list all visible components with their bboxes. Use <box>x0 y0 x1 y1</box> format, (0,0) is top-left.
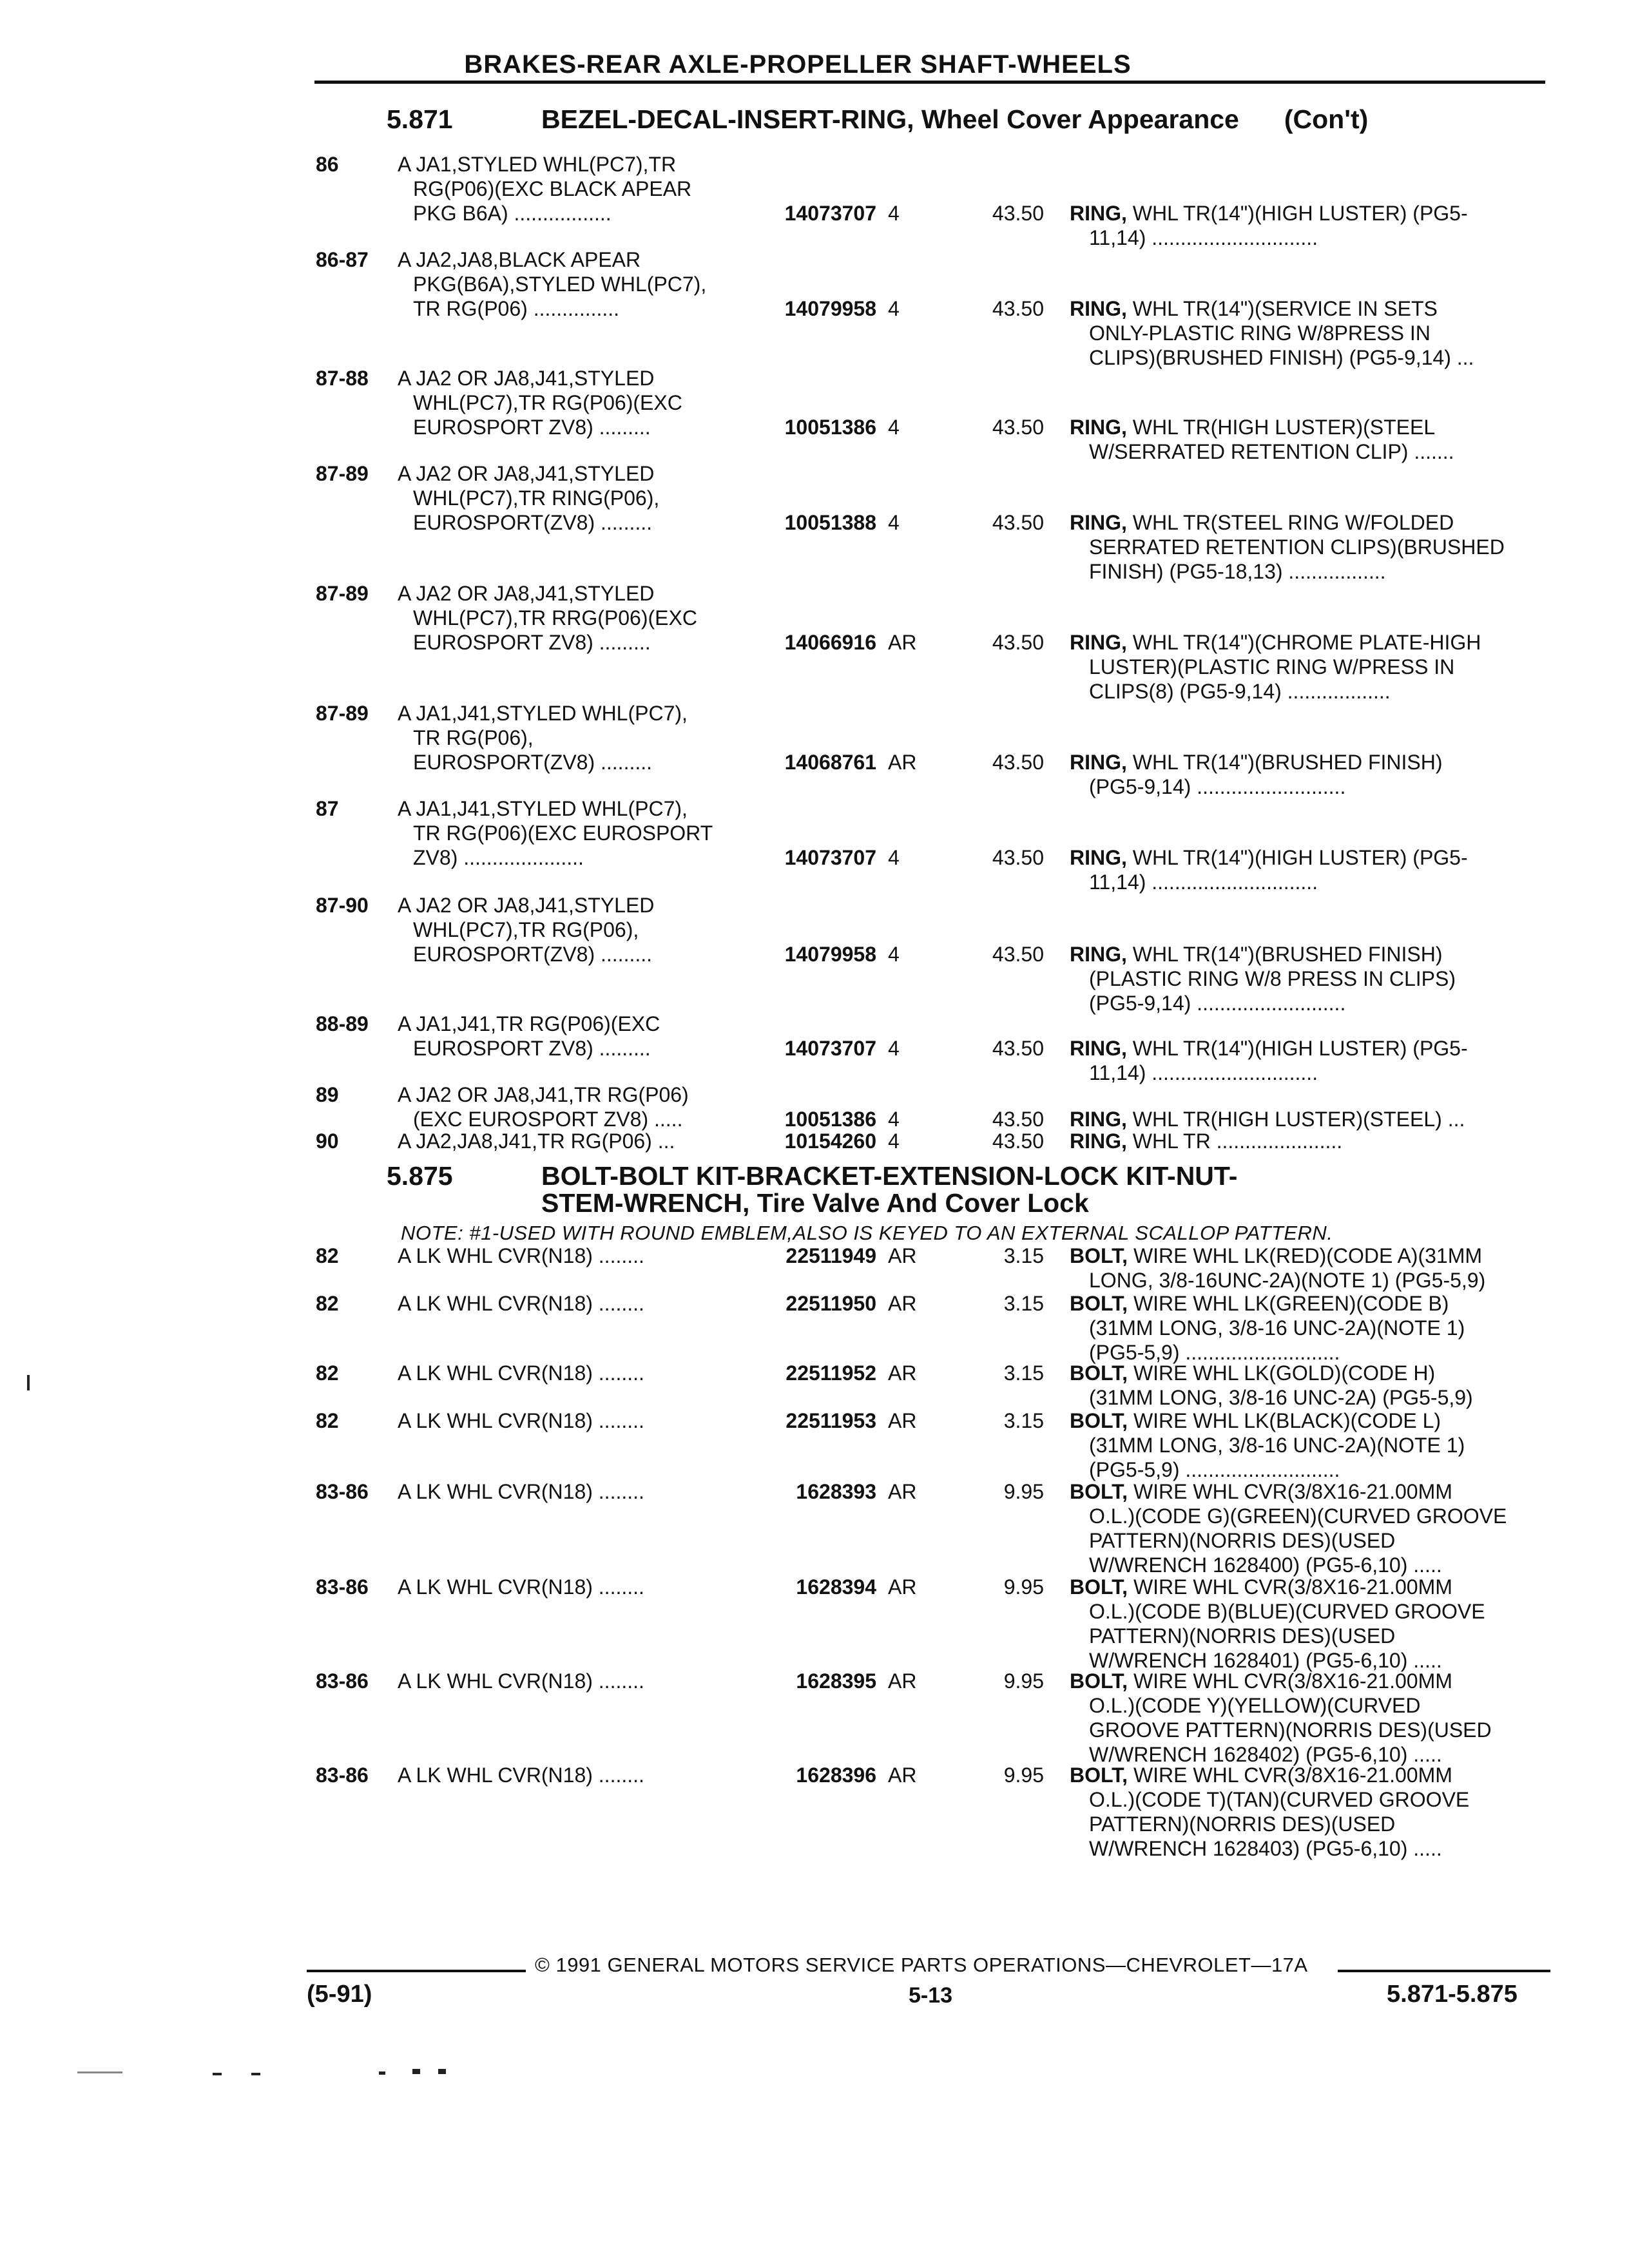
section-5875-heading <box>387 1162 1237 1216</box>
section-number: 5.871 <box>387 104 453 134</box>
application-line: WHL(PC7),TR RG(P06), <box>413 918 639 941</box>
part-number: 10154260 <box>784 1129 876 1153</box>
price: 43.50 <box>992 202 1044 225</box>
part-description <box>1070 1479 1540 1577</box>
description-keyword: RING, <box>1070 1037 1127 1060</box>
application-line: A JA2 OR JA8,J41,STYLED <box>398 894 655 917</box>
application-line: A JA1,J41,STYLED WHL(PC7), <box>398 797 688 820</box>
part-description <box>1070 510 1540 584</box>
part-description <box>1070 415 1540 464</box>
description-line: (PG5-5,9) ........................... <box>1089 1458 1340 1481</box>
description-keyword: RING, <box>1070 631 1127 654</box>
part-description <box>1070 1575 1540 1673</box>
application-line: A JA2,JA8,J41,TR RG(P06) ... <box>398 1129 675 1153</box>
entry-year: 87 <box>316 797 339 820</box>
description-keyword: BOLT, <box>1070 1669 1128 1693</box>
quantity: 4 <box>888 1037 900 1060</box>
scan-mark <box>213 2073 222 2075</box>
description-line <box>1070 1129 1540 1153</box>
part-description <box>1070 296 1540 370</box>
section-5871-heading <box>387 106 1368 133</box>
quantity: AR <box>888 1361 917 1385</box>
quantity: AR <box>888 1669 917 1693</box>
description-line <box>1070 415 1540 439</box>
entry-year: 90 <box>316 1129 339 1153</box>
application-line: A JA2 OR JA8,J41,TR RG(P06) <box>398 1083 689 1106</box>
quantity: 4 <box>888 846 900 869</box>
description-text: WHL TR(14")(BRUSHED FINISH) <box>1132 751 1443 774</box>
price: 43.50 <box>992 846 1044 869</box>
application-line: EUROSPORT ZV8) ......... <box>413 631 651 654</box>
description-line <box>1070 942 1540 966</box>
description-keyword: BOLT, <box>1070 1575 1128 1599</box>
description-line <box>1070 750 1540 774</box>
application-line: A LK WHL CVR(N18) ........ <box>398 1575 644 1599</box>
description-text: WIRE WHL LK(RED)(CODE A)(31MM <box>1133 1244 1483 1267</box>
description-line <box>1070 510 1540 535</box>
description-text: WIRE WHL CVR(3/8X16-21.00MM <box>1133 1669 1452 1693</box>
description-text: WIRE WHL LK(GOLD)(CODE H) <box>1133 1361 1436 1385</box>
description-text: WIRE WHL CVR(3/8X16-21.00MM <box>1133 1763 1452 1787</box>
description-line <box>1070 845 1540 870</box>
application-line: A JA1,J41,STYLED WHL(PC7), <box>398 702 688 725</box>
description-line: CLIPS(8) (PG5-9,14) .................. <box>1089 680 1391 703</box>
quantity: AR <box>888 1244 917 1267</box>
part-description <box>1070 750 1540 799</box>
description-text: WHL TR(14")(HIGH LUSTER) (PG5- <box>1132 1037 1468 1060</box>
entry-year: 87-89 <box>316 462 369 485</box>
description-line <box>1070 1575 1540 1599</box>
application-line: RG(P06)(EXC BLACK APEAR <box>413 177 692 200</box>
description-line <box>1070 296 1540 321</box>
entry-year: 88-89 <box>316 1012 369 1035</box>
part-description <box>1070 1291 1540 1365</box>
part-description <box>1070 1408 1540 1482</box>
description-line: 11,14) ............................. <box>1089 226 1318 249</box>
part-number: 1628394 <box>796 1575 876 1599</box>
application-line: TR RG(P06)(EXC EUROSPORT <box>413 822 713 845</box>
quantity: 4 <box>888 511 900 534</box>
page-header <box>314 50 1545 84</box>
description-keyword: RING, <box>1070 751 1127 774</box>
description-text: WIRE WHL LK(GREEN)(CODE B) <box>1133 1292 1449 1315</box>
application-line: EUROSPORT(ZV8) ......... <box>413 943 653 966</box>
price: 9.95 <box>1003 1669 1044 1693</box>
description-text: WIRE WHL CVR(3/8X16-21.00MM <box>1133 1575 1452 1599</box>
quantity: AR <box>888 1480 917 1503</box>
price: 43.50 <box>992 1037 1044 1060</box>
part-description <box>1070 201 1540 250</box>
part-number: 1628396 <box>796 1763 876 1787</box>
description-text: WIRE WHL CVR(3/8X16-21.00MM <box>1133 1480 1452 1503</box>
page-title: BRAKES-REAR AXLE-PROPELLER SHAFT-WHEELS <box>464 50 1132 79</box>
entry-year: 87-89 <box>316 582 369 605</box>
description-line: SERRATED RETENTION CLIPS)(BRUSHED <box>1089 535 1505 559</box>
description-line: ONLY-PLASTIC RING W/8PRESS IN <box>1089 322 1431 345</box>
description-text: WHL TR(14")(SERVICE IN SETS <box>1132 297 1438 320</box>
section-title-line1: BOLT-BOLT KIT-BRACKET-EXTENSION-LOCK KIT-NUT- <box>541 1161 1238 1191</box>
price: 43.50 <box>992 297 1044 320</box>
description-line: W/WRENCH 1628402) (PG5-6,10) ..... <box>1089 1743 1442 1766</box>
description-line: LONG, 3/8-16UNC-2A)(NOTE 1) (PG5-5,9) <box>1089 1269 1486 1292</box>
quantity: 4 <box>888 943 900 966</box>
scan-mark <box>77 2071 122 2073</box>
footer-copyright: © 1991 GENERAL MOTORS SERVICE PARTS OPERATIONS—CHEVROLET—17A <box>535 1954 1308 1976</box>
description-line <box>1070 1479 1540 1504</box>
description-keyword: RING, <box>1070 1108 1127 1131</box>
entry-year: 83-86 <box>316 1575 369 1599</box>
description-line: (PG5-5,9) ........................... <box>1089 1341 1340 1364</box>
quantity: AR <box>888 1409 917 1432</box>
description-keyword: RING, <box>1070 943 1127 966</box>
description-text: WHL TR(14")(BRUSHED FINISH) <box>1132 943 1443 966</box>
part-number: 10051386 <box>784 416 876 439</box>
entry-year: 82 <box>316 1292 339 1315</box>
application-line: A JA1,STYLED WHL(PC7),TR <box>398 153 677 176</box>
application-line: PKG B6A) ................. <box>413 202 612 225</box>
part-number: 14079958 <box>784 943 876 966</box>
description-keyword: BOLT, <box>1070 1409 1128 1432</box>
description-line: PATTERN)(NORRIS DES)(USED <box>1089 1624 1396 1648</box>
description-line <box>1070 1763 1540 1787</box>
application-line: (EXC EUROSPORT ZV8) ..... <box>413 1108 683 1131</box>
description-line: W/SERRATED RETENTION CLIP) ....... <box>1089 440 1454 463</box>
description-text: WHL TR(HIGH LUSTER)(STEEL <box>1132 416 1436 439</box>
description-line: PATTERN)(NORRIS DES)(USED <box>1089 1812 1396 1836</box>
quantity: AR <box>888 1292 917 1315</box>
quantity: AR <box>888 751 917 774</box>
description-text: WHL TR(14")(HIGH LUSTER) (PG5- <box>1132 202 1468 225</box>
price: 43.50 <box>992 416 1044 439</box>
part-description <box>1070 1361 1540 1410</box>
price: 3.15 <box>1003 1244 1044 1267</box>
description-line: (PG5-9,14) .......................... <box>1089 775 1346 798</box>
description-line: (31MM LONG, 3/8-16 UNC-2A) (PG5-5,9) <box>1089 1386 1473 1409</box>
price: 43.50 <box>992 631 1044 654</box>
description-text: WHL TR(14")(CHROME PLATE-HIGH <box>1132 631 1481 654</box>
quantity: 4 <box>888 297 900 320</box>
application-line: EUROSPORT(ZV8) ......... <box>413 511 653 534</box>
description-line <box>1070 1036 1540 1061</box>
entry-year: 86 <box>316 153 339 176</box>
description-text: WIRE WHL LK(BLACK)(CODE L) <box>1133 1409 1441 1432</box>
description-line: CLIPS)(BRUSHED FINISH) (PG5-9,14) ... <box>1089 346 1474 369</box>
description-line: FINISH) (PG5-18,13) ................. <box>1089 560 1386 583</box>
footer-page-number: 5-13 <box>909 1983 953 2008</box>
part-description <box>1070 942 1540 1015</box>
application-line: A LK WHL CVR(N18) ........ <box>398 1244 644 1267</box>
application-line: EUROSPORT(ZV8) ......... <box>413 751 653 774</box>
footer-section-range: 5.871-5.875 <box>1387 1981 1518 2008</box>
price: 9.95 <box>1003 1480 1044 1503</box>
description-keyword: RING, <box>1070 202 1127 225</box>
description-text: WHL TR(STEEL RING W/FOLDED <box>1132 511 1454 534</box>
price: 3.15 <box>1003 1409 1044 1432</box>
quantity: AR <box>888 631 917 654</box>
application-line: WHL(PC7),TR RG(P06)(EXC <box>413 391 682 414</box>
price: 3.15 <box>1003 1292 1044 1315</box>
section-continued: (Con't) <box>1284 104 1369 134</box>
description-text: WHL TR(HIGH LUSTER)(STEEL) ... <box>1132 1108 1465 1131</box>
footer-rule-right <box>1338 1970 1550 1972</box>
description-line: PATTERN)(NORRIS DES)(USED <box>1089 1529 1396 1552</box>
part-number: 22511953 <box>786 1409 876 1432</box>
description-line <box>1070 1107 1540 1131</box>
price: 43.50 <box>992 943 1044 966</box>
quantity: AR <box>888 1763 917 1787</box>
part-description <box>1070 1763 1540 1861</box>
price: 43.50 <box>992 1108 1044 1131</box>
application-line: WHL(PC7),TR RING(P06), <box>413 486 660 510</box>
description-keyword: RING, <box>1070 511 1127 534</box>
part-description <box>1070 1129 1540 1153</box>
application-line: A JA2 OR JA8,J41,STYLED <box>398 582 655 605</box>
part-description <box>1070 630 1540 704</box>
description-keyword: RING, <box>1070 297 1127 320</box>
description-line: GROOVE PATTERN)(NORRIS DES)(USED <box>1089 1718 1492 1742</box>
section-title: BEZEL-DECAL-INSERT-RING, Wheel Cover Appearance <box>541 104 1239 134</box>
description-line <box>1070 1408 1540 1433</box>
description-keyword: BOLT, <box>1070 1480 1128 1503</box>
part-description <box>1070 1244 1540 1293</box>
section-number: 5.875 <box>387 1161 453 1191</box>
description-keyword: BOLT, <box>1070 1244 1128 1267</box>
description-line: W/WRENCH 1628400) (PG5-6,10) ..... <box>1089 1553 1442 1577</box>
entry-year: 87-88 <box>316 367 369 390</box>
application-line: A LK WHL CVR(N18) ........ <box>398 1669 644 1693</box>
part-description <box>1070 845 1540 894</box>
description-line: 11,14) ............................. <box>1089 870 1318 894</box>
section-note: NOTE: #1-USED WITH ROUND EMBLEM,ALSO IS KEYED TO AN EXTERNAL SCALLOP PATTERN. <box>401 1222 1333 1244</box>
entry-year: 83-86 <box>316 1480 369 1503</box>
application-line: TR RG(P06) ............... <box>413 297 620 320</box>
price: 43.50 <box>992 511 1044 534</box>
scan-mark <box>438 2069 446 2074</box>
entry-year: 82 <box>316 1409 339 1432</box>
application-line: A JA2,JA8,BLACK APEAR <box>398 248 641 271</box>
description-line <box>1070 1291 1540 1316</box>
part-number: 10051388 <box>784 511 876 534</box>
application-line: A LK WHL CVR(N18) ........ <box>398 1763 644 1787</box>
application-line: A JA1,J41,TR RG(P06)(EXC <box>398 1012 660 1035</box>
part-description <box>1070 1669 1540 1767</box>
quantity: 4 <box>888 416 900 439</box>
application-line: A LK WHL CVR(N18) ........ <box>398 1361 644 1385</box>
description-line <box>1070 630 1540 655</box>
entry-year: 83-86 <box>316 1763 369 1787</box>
footer-date: (5-91) <box>307 1981 372 2008</box>
quantity: 4 <box>888 1129 900 1153</box>
application-line: A JA2 OR JA8,J41,STYLED <box>398 462 655 485</box>
description-text: WHL TR(14")(HIGH LUSTER) (PG5- <box>1132 846 1468 869</box>
part-number: 14068761 <box>784 751 876 774</box>
description-keyword: BOLT, <box>1070 1361 1128 1385</box>
description-line <box>1070 201 1540 226</box>
entry-year: 82 <box>316 1361 339 1385</box>
quantity: AR <box>888 1575 917 1599</box>
quantity: 4 <box>888 1108 900 1131</box>
application-line: A LK WHL CVR(N18) ........ <box>398 1480 644 1503</box>
part-description <box>1070 1036 1540 1085</box>
description-keyword: RING, <box>1070 846 1127 869</box>
application-line: EUROSPORT ZV8) ......... <box>413 1037 651 1060</box>
entry-year: 82 <box>316 1244 339 1267</box>
description-line <box>1070 1669 1540 1693</box>
part-number: 14073707 <box>784 202 876 225</box>
price: 43.50 <box>992 751 1044 774</box>
price: 3.15 <box>1003 1361 1044 1385</box>
application-line: EUROSPORT ZV8) ......... <box>413 416 651 439</box>
scan-mark <box>251 2073 260 2075</box>
part-number: 1628393 <box>796 1480 876 1503</box>
entry-year: 89 <box>316 1083 339 1106</box>
description-line: O.L.)(CODE Y)(YELLOW)(CURVED <box>1089 1694 1421 1717</box>
description-line: (PG5-9,14) .......................... <box>1089 992 1346 1015</box>
part-number: 22511949 <box>786 1244 876 1267</box>
application-line: TR RG(P06), <box>413 726 534 749</box>
description-line: O.L.)(CODE B)(BLUE)(CURVED GROOVE <box>1089 1600 1485 1623</box>
scan-mark <box>27 1375 30 1390</box>
description-line: (PLASTIC RING W/8 PRESS IN CLIPS) <box>1089 967 1456 990</box>
description-line: W/WRENCH 1628401) (PG5-6,10) ..... <box>1089 1649 1442 1672</box>
part-number: 14073707 <box>784 1037 876 1060</box>
application-line: PKG(B6A),STYLED WHL(PC7), <box>413 273 707 296</box>
part-number: 14079958 <box>784 297 876 320</box>
description-line: O.L.)(CODE T)(TAN)(CURVED GROOVE <box>1089 1788 1470 1811</box>
description-line: (31MM LONG, 3/8-16 UNC-2A)(NOTE 1) <box>1089 1434 1465 1457</box>
entry-year: 83-86 <box>316 1669 369 1693</box>
description-keyword: RING, <box>1070 416 1127 439</box>
part-number: 14073707 <box>784 846 876 869</box>
entry-year: 87-90 <box>316 894 369 917</box>
description-keyword: BOLT, <box>1070 1292 1128 1315</box>
application-line: A LK WHL CVR(N18) ........ <box>398 1292 644 1315</box>
part-number: 10051386 <box>784 1108 876 1131</box>
price: 9.95 <box>1003 1763 1044 1787</box>
part-description <box>1070 1107 1540 1131</box>
description-line: (31MM LONG, 3/8-16 UNC-2A)(NOTE 1) <box>1089 1316 1465 1340</box>
description-line: LUSTER)(PLASTIC RING W/PRESS IN <box>1089 655 1455 678</box>
description-line: 11,14) ............................. <box>1089 1061 1318 1084</box>
section-title-line2: STEM-WRENCH, Tire Valve And Cover Lock <box>541 1188 1089 1218</box>
application-line: A LK WHL CVR(N18) ........ <box>398 1409 644 1432</box>
part-number: 22511952 <box>786 1361 876 1385</box>
part-number: 22511950 <box>786 1292 876 1315</box>
description-keyword: BOLT, <box>1070 1763 1128 1787</box>
part-number: 1628395 <box>796 1669 876 1693</box>
description-line <box>1070 1361 1540 1385</box>
entry-year: 87-89 <box>316 702 369 725</box>
footer-rule-left <box>307 1970 526 1972</box>
price: 43.50 <box>992 1129 1044 1153</box>
application-line: ZV8) ..................... <box>413 846 584 869</box>
description-line <box>1070 1244 1540 1268</box>
description-line: W/WRENCH 1628403) (PG5-6,10) ..... <box>1089 1837 1442 1860</box>
application-line: A JA2 OR JA8,J41,STYLED <box>398 367 655 390</box>
quantity: 4 <box>888 202 900 225</box>
entry-year: 86-87 <box>316 248 369 271</box>
description-line: O.L.)(CODE G)(GREEN)(CURVED GROOVE <box>1089 1504 1507 1528</box>
price: 9.95 <box>1003 1575 1044 1599</box>
description-keyword: RING, <box>1070 1129 1127 1153</box>
part-number: 14066916 <box>784 631 876 654</box>
scan-mark <box>412 2069 420 2074</box>
description-text: WHL TR ...................... <box>1132 1129 1343 1153</box>
application-line: WHL(PC7),TR RRG(P06)(EXC <box>413 606 697 629</box>
scan-mark <box>379 2071 385 2075</box>
